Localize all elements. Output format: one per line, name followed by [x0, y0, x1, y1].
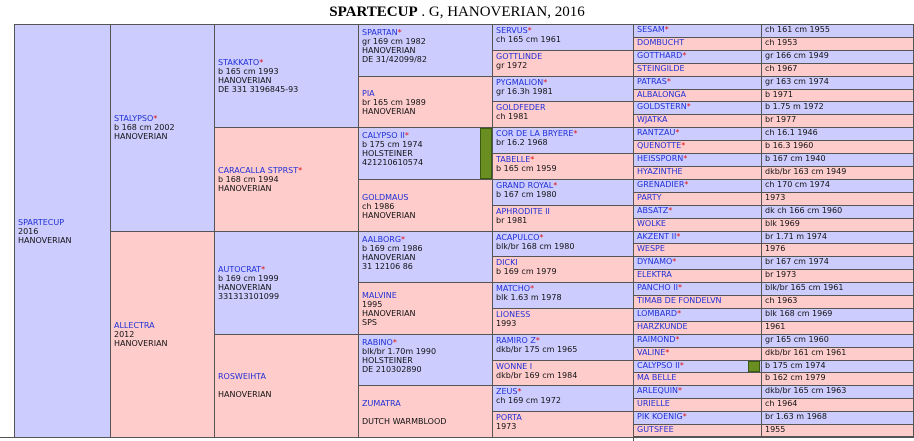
- ancestor-name-link[interactable]: RABINO*: [362, 337, 397, 347]
- ancestor-info-text: b 1.75 m 1972: [765, 102, 824, 112]
- ancestor-name-link[interactable]: SPARTAN*: [362, 28, 402, 37]
- ancestor-info-text: gr 163 cm 1974: [765, 76, 829, 86]
- ancestor-cell-gen1: [14, 24, 111, 438]
- ancestor-info-text: gr 16.3h 1981: [496, 86, 553, 96]
- ancestor-info-text: HANOVERIAN: [218, 282, 272, 292]
- ancestor-cell-gen5: [492, 153, 634, 180]
- stallion-marker: *: [675, 334, 680, 344]
- ancestor-cell-gen6: [633, 372, 762, 386]
- ancestor-info: [761, 385, 914, 399]
- ancestor-name-link[interactable]: RAIMOND *: [637, 334, 680, 344]
- ancestor-name-link[interactable]: LIONESS: [496, 309, 531, 319]
- ancestor-info: [761, 114, 914, 128]
- ancestor-info-text: HANOVERIAN: [114, 338, 168, 348]
- ancestor-info-text: ch 1963: [765, 296, 798, 306]
- stallion-marker: *: [404, 131, 409, 141]
- stallion-marker: *: [679, 360, 684, 370]
- ancestor-cell-gen4: [358, 76, 493, 129]
- inbreeding-marker-icon: [480, 128, 492, 179]
- ancestor-info: [761, 360, 914, 374]
- ancestor-cell-gen6: [633, 321, 762, 335]
- ancestor-info-text: 1973: [496, 422, 517, 432]
- ancestor-name-link[interactable]: WJATKA: [637, 115, 668, 125]
- stallion-marker: *: [539, 232, 544, 242]
- ancestor-info-text: gr 166 cm 1949: [765, 50, 829, 60]
- ancestor-cell-gen4: [358, 385, 493, 438]
- ancestor-info: [761, 231, 914, 245]
- ancestor-info-text: DUTCH WARMBLOOD: [362, 417, 447, 427]
- stallion-marker: *: [153, 114, 158, 124]
- ancestor-info-text: HOLSTEINER: [362, 355, 413, 365]
- ancestor-info-text: br 16.2 1968: [496, 138, 548, 148]
- stallion-marker: *: [401, 234, 406, 244]
- ancestor-cell-gen5: [492, 101, 634, 128]
- ancestor-info-text: [218, 381, 355, 390]
- ancestor-name-link[interactable]: PYGMALION*: [496, 77, 548, 87]
- ancestor-name-link[interactable]: DOMBUCHT: [637, 37, 685, 47]
- ancestor-info-text: [362, 408, 489, 417]
- ancestor-cell-gen2: [110, 24, 215, 232]
- ancestor-info: [761, 192, 914, 206]
- ancestor-info-text: 1995: [362, 300, 383, 310]
- ancestor-name-link[interactable]: MALVINE: [362, 291, 397, 301]
- ancestor-name-link[interactable]: ALLECTRA: [114, 320, 155, 330]
- ancestor-name-link[interactable]: ACAPULCO*: [496, 232, 544, 242]
- ancestor-cell-gen3: [214, 231, 359, 335]
- ancestor-info-text: blk 1.63 m 1978: [496, 293, 562, 303]
- ancestor-name-link[interactable]: LOMBARD *: [637, 308, 682, 318]
- ancestor-name-link[interactable]: WOLKE: [637, 218, 666, 228]
- ancestor-name-link[interactable]: SESAM *: [637, 25, 669, 34]
- ancestor-name-link[interactable]: AUTOCRAT*: [218, 264, 266, 274]
- ancestor-name-link[interactable]: PARTY: [637, 192, 662, 202]
- ancestor-cell-gen6: [633, 24, 762, 38]
- ancestor-cell-gen5: [492, 282, 634, 309]
- ancestor-name-link[interactable]: ZEUS*: [496, 387, 522, 397]
- inbreeding-marker-icon: [748, 361, 760, 373]
- ancestor-info: [761, 295, 914, 309]
- ancestor-info-text: br 167 cm 1974: [765, 257, 829, 267]
- ancestor-info-text: HANOVERIAN: [362, 107, 416, 117]
- ancestor-cell-gen4: [358, 179, 493, 232]
- ancestor-cell-gen6: [633, 411, 762, 425]
- stallion-marker: *: [686, 102, 691, 112]
- ancestor-name-link[interactable]: GRAND ROYAL*: [496, 180, 558, 190]
- ancestor-name-link[interactable]: MA BELLE: [637, 373, 677, 383]
- ancestor-info-text: HANOVERIAN: [18, 235, 72, 245]
- ancestor-name-link[interactable]: CALYPSO II *: [637, 360, 684, 370]
- ancestor-cell-gen5: [492, 385, 634, 412]
- stallion-marker: *: [675, 128, 680, 138]
- stallion-marker: *: [259, 58, 264, 68]
- ancestor-info-text: 1973: [765, 192, 786, 202]
- ancestor-info-text: dkb/br 163 cm 1949: [765, 166, 847, 176]
- ancestor-info-text: b 16.3 1960: [765, 141, 814, 151]
- ancestor-info-text: dkb/br 161 cm 1961: [765, 347, 847, 357]
- ancestor-cell-gen6: [633, 153, 762, 167]
- ancestor-info-text: 1955: [765, 425, 786, 435]
- ancestor-cell-gen5: [492, 76, 634, 103]
- ancestor-info-text: 331313101099: [218, 291, 280, 301]
- ancestor-info-text: br 1.71 m 1974: [765, 231, 827, 241]
- ancestor-info: [761, 89, 914, 103]
- ancestor-info-text: blk 1969: [765, 218, 800, 228]
- ancestor-info: [761, 101, 914, 115]
- ancestor-info-text: HANOVERIAN: [362, 252, 416, 262]
- stallion-marker: *: [664, 25, 669, 34]
- stallion-marker: *: [397, 28, 402, 37]
- ancestor-info-text: 31 12106 86: [362, 261, 413, 271]
- ancestor-cell-gen5: [492, 256, 634, 283]
- ancestor-cell-gen6: [633, 398, 762, 412]
- ancestor-info-text: b 175 cm 1974: [362, 140, 423, 150]
- ancestor-name-link[interactable]: WONNE I: [496, 361, 533, 371]
- ancestor-name-link[interactable]: ELEKTRA: [637, 270, 672, 280]
- ancestor-name-link[interactable]: GRENADIER *: [637, 179, 689, 189]
- ancestor-info-text: gr 169 cm 1982: [362, 37, 426, 46]
- ancestor-info-text: HANOVERIAN: [218, 183, 272, 193]
- ancestor-info: [761, 24, 914, 38]
- ancestor-info-text: dk ch 166 cm 1960: [765, 205, 843, 215]
- ancestor-cell-gen6: [633, 334, 762, 348]
- ancestor-info: [761, 256, 914, 270]
- ancestor-name-link[interactable]: MATCHO*: [496, 284, 535, 294]
- ancestor-info-text: blk/br 168 cm 1980: [496, 241, 575, 251]
- ancestor-info: [761, 218, 914, 232]
- ancestor-name-link[interactable]: TIMAB DE FONDELVN: [637, 296, 722, 306]
- stallion-marker: *: [261, 264, 266, 274]
- ancestor-info: [761, 166, 914, 180]
- ancestor-cell-gen6: [633, 282, 762, 296]
- ancestor-cell-gen4: [358, 231, 493, 284]
- ancestor-name-link[interactable]: PIK KOENIG *: [637, 412, 687, 422]
- ancestor-name-link[interactable]: ARLEQUIN *: [637, 386, 683, 396]
- horse-name: SPARTECUP: [329, 4, 418, 20]
- ancestor-name-link[interactable]: GOLDSTERN *: [637, 102, 691, 112]
- stallion-marker: *: [535, 335, 540, 345]
- ancestor-name-link[interactable]: ZUMATRA: [362, 399, 401, 409]
- ancestor-name-link[interactable]: PATRAS *: [637, 76, 671, 86]
- ancestor-info-text: dkb/br 165 cm 1963: [765, 386, 847, 396]
- stallion-marker: *: [682, 50, 687, 60]
- ancestor-info-text: br 1981: [496, 215, 528, 225]
- stallion-marker: *: [677, 283, 682, 293]
- ancestor-info-text: SPS: [362, 318, 377, 328]
- ancestor-info-text: br 1977: [765, 115, 797, 125]
- stallion-marker: *: [543, 77, 548, 87]
- ancestor-cell-gen6: [633, 192, 762, 206]
- stallion-marker: *: [678, 386, 683, 396]
- ancestor-name-link[interactable]: CARACALLA STPRST*: [218, 165, 303, 175]
- ancestor-info-text: ch 1967: [765, 63, 798, 73]
- stallion-marker: *: [573, 129, 578, 139]
- ancestor-name-link[interactable]: DYNAMO *: [637, 257, 677, 267]
- ancestor-info: [761, 205, 914, 219]
- ancestor-cell-gen5: [492, 205, 634, 232]
- ancestor-info-text: HOLSTEINER: [362, 149, 413, 159]
- ancestor-cell-gen6: [633, 63, 762, 77]
- ancestor-name-link[interactable]: QUENOTTE *: [637, 141, 686, 151]
- ancestor-cell-gen6: [633, 50, 762, 64]
- ancestor-info-text: blk/br 165 cm 1961: [765, 283, 844, 293]
- stallion-marker: *: [665, 347, 670, 357]
- ancestor-info-text: ch 16.1 1946: [765, 128, 818, 138]
- ancestor-name-link[interactable]: HARZKUNDE: [637, 321, 688, 331]
- ancestor-name-link[interactable]: DICKI: [496, 258, 518, 268]
- ancestor-info-text: dkb/br 175 cm 1965: [496, 344, 578, 354]
- stallion-marker: *: [517, 387, 522, 397]
- ancestor-name-link[interactable]: ABSATZ *: [637, 205, 673, 215]
- ancestor-info-text: 1961: [765, 321, 786, 331]
- ancestor-name-link[interactable]: STAKKATO*: [218, 58, 264, 68]
- stallion-marker: *: [676, 231, 681, 241]
- ancestor-info-text: gr 1972: [496, 60, 528, 70]
- stallion-marker: *: [668, 205, 673, 215]
- ancestor-info-text: ch 161 cm 1955: [765, 25, 830, 34]
- ancestor-info: [761, 398, 914, 412]
- ancestor-info-text: HANOVERIAN: [114, 132, 168, 142]
- ancestor-info-text: b 1971: [765, 89, 793, 99]
- ancestor-cell-gen5: [492, 24, 634, 51]
- ancestor-name-link[interactable]: SPARTECUP: [18, 217, 65, 227]
- ancestor-info-text: 1993: [496, 318, 517, 328]
- ancestor-cell-gen6: [633, 385, 762, 399]
- stallion-marker: *: [682, 412, 687, 422]
- ancestor-cell-gen5: [492, 179, 634, 206]
- ancestor-name-link[interactable]: RANTZAU *: [637, 128, 680, 138]
- ancestor-info-text: DE 210302890: [362, 364, 422, 374]
- ancestor-cell-gen6: [633, 269, 762, 283]
- ancestor-info: [761, 153, 914, 167]
- ancestor-cell-gen6: [633, 89, 762, 103]
- ancestor-cell-gen6: [633, 347, 762, 361]
- ancestor-cell-gen5: [492, 411, 634, 438]
- ancestor-name-link[interactable]: ROSWEIHTA: [218, 372, 267, 382]
- ancestor-info-text: b 168 cm 2002: [114, 123, 175, 133]
- stallion-marker: *: [683, 154, 688, 164]
- ancestor-info-text: b 169 cm 1999: [218, 273, 279, 283]
- ancestor-cell-gen4: [358, 282, 493, 335]
- footer-box: [633, 436, 914, 441]
- ancestor-name-link[interactable]: PIA: [362, 89, 375, 99]
- ancestor-name-link[interactable]: GUTSFEE: [637, 425, 674, 435]
- ancestor-name-link[interactable]: AALBORG*: [362, 234, 406, 244]
- ancestor-cell-gen6: [633, 179, 762, 193]
- ancestor-info-text: blk/br 1.70m 1990: [362, 346, 437, 356]
- ancestor-info: [761, 321, 914, 335]
- ancestor-name-link[interactable]: GOTTLINDE: [496, 51, 543, 61]
- ancestor-cell-gen4: [358, 127, 493, 180]
- ancestor-name-link[interactable]: PANCHO II *: [637, 283, 682, 293]
- ancestor-name-link[interactable]: GOLDFEDER: [496, 103, 546, 113]
- ancestor-info-text: HANOVERIAN: [362, 309, 416, 319]
- ancestor-name-link[interactable]: TABELLE*: [496, 155, 535, 165]
- ancestor-info-text: HANOVERIAN: [218, 76, 272, 86]
- stallion-marker: *: [553, 180, 558, 190]
- ancestor-info: [761, 282, 914, 296]
- stallion-marker: *: [530, 284, 535, 294]
- ancestor-info-text: ch 169 cm 1972: [496, 396, 561, 406]
- ancestor-info: [761, 63, 914, 77]
- ancestor-info: [761, 243, 914, 257]
- ancestor-info: [761, 334, 914, 348]
- ancestor-name-link[interactable]: COR DE LA BRYERE*: [496, 129, 578, 139]
- ancestor-info-text: b 169 cm 1986: [362, 243, 423, 253]
- ancestor-name-link[interactable]: RAMIRO Z*: [496, 335, 540, 345]
- stallion-marker: *: [298, 165, 303, 175]
- ancestor-info-text: ch 170 cm 1974: [765, 179, 830, 189]
- stallion-marker: *: [672, 257, 677, 267]
- ancestor-name-link[interactable]: VALINE *: [637, 347, 670, 357]
- ancestor-info-text: HANOVERIAN: [218, 390, 272, 400]
- ancestor-info-text: b 175 cm 1974: [765, 360, 826, 370]
- ancestor-cell-gen4: [358, 24, 493, 77]
- ancestor-info-text: gr 165 cm 1960: [765, 334, 829, 344]
- ancestor-cell-gen6: [633, 360, 762, 374]
- ancestor-info-text: dkb/br 169 cm 1984: [496, 370, 578, 380]
- stallion-marker: *: [684, 179, 689, 189]
- stallion-marker: *: [392, 337, 397, 347]
- ancestor-name-link[interactable]: APHRODITE II: [496, 206, 550, 216]
- ancestor-cell-gen6: [633, 218, 762, 232]
- ancestor-cell-gen5: [492, 360, 634, 387]
- ancestor-cell-gen6: [633, 140, 762, 154]
- horse-description: . G, HANOVERIAN, 2016: [417, 4, 585, 20]
- ancestor-name-link[interactable]: STEINGILDE: [637, 63, 685, 73]
- ancestor-info-text: b 167 cm 1980: [496, 189, 557, 199]
- ancestor-name-link[interactable]: ALBALONGA: [637, 89, 687, 99]
- ancestor-cell-gen2: [110, 231, 215, 439]
- ancestor-info-text: b 168 cm 1994: [218, 174, 279, 184]
- ancestor-name-link[interactable]: CALYPSO II*: [362, 131, 409, 141]
- ancestor-info-text: ch 1981: [496, 112, 529, 122]
- ancestor-info-text: blk 168 cm 1969: [765, 308, 833, 318]
- ancestor-info: [761, 269, 914, 283]
- ancestor-info: [761, 308, 914, 322]
- ancestor-cell-gen3: [214, 24, 359, 128]
- ancestor-cell-gen5: [492, 127, 634, 154]
- ancestor-cell-gen4: [358, 334, 493, 387]
- ancestor-info: [761, 347, 914, 361]
- ancestor-info-text: ch 1964: [765, 399, 798, 409]
- ancestor-name-link[interactable]: HYAZINTHE: [637, 166, 683, 176]
- ancestor-info-text: b 165 cm 1993: [218, 67, 279, 77]
- ancestor-cell-gen6: [633, 256, 762, 270]
- ancestor-cell-gen6: [633, 114, 762, 128]
- ancestor-name-link[interactable]: WESPE: [637, 244, 665, 254]
- ancestor-info-text: ch 1986: [362, 201, 395, 211]
- ancestor-name-link[interactable]: SERVUS*: [496, 26, 532, 35]
- ancestor-cell-gen6: [633, 205, 762, 219]
- ancestor-name-link[interactable]: HEISSPORN *: [637, 154, 688, 164]
- ancestor-name-link[interactable]: PORTA: [496, 413, 522, 423]
- ancestor-cell-gen5: [492, 231, 634, 258]
- ancestor-cell-gen6: [633, 308, 762, 322]
- ancestor-cell-gen6: [633, 295, 762, 309]
- ancestor-info-text: 2016: [18, 226, 39, 236]
- ancestor-cell-gen6: [633, 101, 762, 115]
- ancestor-info-text: b 165 cm 1959: [496, 164, 557, 174]
- ancestor-info-text: ch 165 cm 1961: [496, 35, 561, 44]
- ancestor-name-link[interactable]: STALYPSO*: [114, 114, 158, 124]
- ancestor-name-link[interactable]: AKZENT II *: [637, 231, 681, 241]
- ancestor-cell-gen5: [492, 334, 634, 361]
- stallion-marker: *: [681, 141, 686, 151]
- ancestor-name-link[interactable]: GOLDMAUS: [362, 192, 409, 202]
- stallion-marker: *: [677, 308, 682, 318]
- ancestor-info-text: HANOVERIAN: [362, 46, 416, 55]
- ancestor-cell-gen3: [214, 127, 359, 231]
- ancestor-cell-gen6: [633, 231, 762, 245]
- ancestor-info-text: DE 31/42099/82: [362, 55, 427, 64]
- ancestor-info-text: 421210610574: [362, 158, 424, 168]
- ancestor-info: [761, 50, 914, 64]
- ancestor-info: [761, 411, 914, 425]
- ancestor-info: [761, 76, 914, 90]
- stallion-marker: *: [530, 155, 535, 165]
- ancestor-cell-gen5: [492, 50, 634, 77]
- ancestor-info-text: br 1.63 m 1968: [765, 412, 827, 422]
- ancestor-cell-gen6: [633, 37, 762, 51]
- ancestor-info-text: b 167 cm 1940: [765, 154, 826, 164]
- ancestor-cell-gen6: [633, 127, 762, 141]
- ancestor-info-text: b 169 cm 1979: [496, 267, 557, 277]
- ancestor-info: [761, 372, 914, 386]
- ancestor-info-text: 1976: [765, 244, 786, 254]
- ancestor-info-text: HANOVERIAN: [362, 210, 416, 220]
- ancestor-cell-gen6: [633, 243, 762, 257]
- ancestor-info: [761, 127, 914, 141]
- stallion-marker: *: [666, 76, 671, 86]
- ancestor-info: [761, 179, 914, 193]
- ancestor-cell-gen5: [492, 308, 634, 335]
- ancestor-info-text: b 162 cm 1979: [765, 373, 826, 383]
- ancestor-info-text: br 1973: [765, 270, 797, 280]
- ancestor-info: [761, 140, 914, 154]
- ancestor-cell-gen3: [214, 334, 359, 438]
- ancestor-info-text: br 165 cm 1989: [362, 98, 426, 108]
- ancestor-info: [761, 37, 914, 51]
- ancestor-info-text: DE 331 3196845-93: [218, 85, 299, 95]
- ancestor-cell-gen6: [633, 166, 762, 180]
- ancestor-name-link[interactable]: GOTTHARD *: [637, 50, 687, 60]
- ancestor-info-text: ch 1953: [765, 37, 798, 47]
- ancestor-cell-gen6: [633, 76, 762, 90]
- ancestor-info-text: 2012: [114, 329, 135, 339]
- stallion-marker: *: [527, 26, 532, 35]
- ancestor-name-link[interactable]: URIELLE: [637, 399, 670, 409]
